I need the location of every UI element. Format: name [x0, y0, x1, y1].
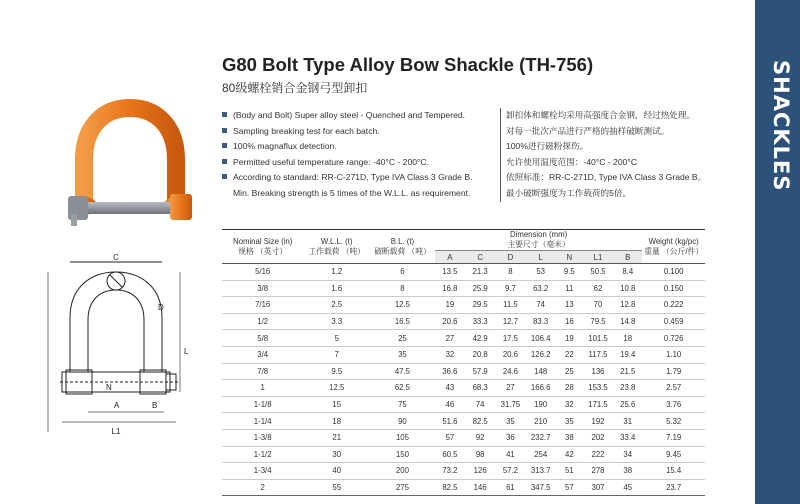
table-row — [222, 330, 705, 347]
table-row — [222, 280, 705, 297]
table-cell: 136 — [583, 363, 613, 380]
table-cell: 82.5 — [465, 413, 495, 430]
table-cell: 3.3 — [303, 313, 370, 330]
product-title: G80 Bolt Type Alloy Bow Shackle (TH-756) — [222, 54, 594, 75]
table-cell: 28 — [556, 380, 583, 397]
table-cell: 7 — [303, 346, 370, 363]
spec-table-body — [222, 264, 705, 496]
table-cell: 27 — [435, 330, 465, 347]
table-cell: 1-1/4 — [222, 413, 303, 430]
table-cell: 36.6 — [435, 363, 465, 380]
table-cell: 24.6 — [495, 363, 525, 380]
table-cell: 5 — [303, 330, 370, 347]
table-cell: 7/16 — [222, 297, 303, 314]
table-cell: 43 — [435, 380, 465, 397]
table-cell: 106.4 — [526, 330, 556, 347]
table-cell: 38 — [556, 429, 583, 446]
bullet-square-icon — [222, 112, 227, 117]
table-cell: 19 — [435, 297, 465, 314]
table-cell: 21 — [303, 429, 370, 446]
table-cell: 313.7 — [526, 463, 556, 480]
table-cell: 347.5 — [526, 479, 556, 496]
table-cell: 9.5 — [303, 363, 370, 380]
table-cell: 105 — [370, 429, 435, 446]
table-cell: 21.3 — [465, 264, 495, 281]
product-subtitle: 80级螺栓销合金钢弓型卸扣 — [222, 81, 368, 95]
table-cell: 153.5 — [583, 380, 613, 397]
table-cell: 31.75 — [495, 396, 525, 413]
label-d: D — [158, 303, 164, 312]
table-cell: 146 — [465, 479, 495, 496]
col-c: C — [465, 251, 495, 264]
col-n: N — [556, 251, 583, 264]
table-cell: 33.4 — [613, 429, 642, 446]
label-c: C — [113, 253, 119, 262]
table-cell: 101.5 — [583, 330, 613, 347]
table-cell: 15 — [303, 396, 370, 413]
table-cell: 12.7 — [495, 313, 525, 330]
table-cell: 1-1/2 — [222, 446, 303, 463]
label-a: A — [114, 401, 120, 410]
table-cell: 5/16 — [222, 264, 303, 281]
label-n: N — [106, 383, 112, 392]
table-row — [222, 396, 705, 413]
table-cell: 51 — [556, 463, 583, 480]
table-cell: 171.5 — [583, 396, 613, 413]
table-cell: 7/8 — [222, 363, 303, 380]
table-cell: 57 — [556, 479, 583, 496]
table-cell: 63.2 — [526, 280, 556, 297]
table-cell: 62 — [583, 280, 613, 297]
table-cell: 73.2 — [435, 463, 465, 480]
col-b: B — [613, 251, 642, 264]
spec-table — [222, 229, 705, 496]
table-cell: 34 — [613, 446, 642, 463]
table-cell: 57 — [435, 429, 465, 446]
table-cell: 0.726 — [642, 330, 705, 347]
table-row — [222, 363, 705, 380]
feature-cn-item: 依照标准：RR-C-271D, Type IVA Class 3 Grade B。 — [506, 172, 707, 183]
feature-item: Permitted useful temperature range: -40°C - 200°C. — [222, 155, 507, 171]
table-cell: 166.6 — [526, 380, 556, 397]
table-cell: 53 — [526, 264, 556, 281]
table-cell: 0.459 — [642, 313, 705, 330]
feature-item: Sampling breaking test for each batch. — [222, 124, 507, 140]
dimension-drawing — [40, 253, 220, 442]
table-cell: 30 — [303, 446, 370, 463]
table-cell: 35 — [495, 413, 525, 430]
table-cell: 13 — [556, 297, 583, 314]
table-cell: 8 — [495, 264, 525, 281]
table-cell: 232.7 — [526, 429, 556, 446]
feature-cn-item: 对每一批次产品进行严格的抽样破断测试。 — [506, 125, 670, 136]
table-cell: 20.6 — [435, 313, 465, 330]
table-cell: 12.5 — [303, 380, 370, 397]
table-cell: 278 — [583, 463, 613, 480]
table-cell: 148 — [526, 363, 556, 380]
table-cell: 307 — [583, 479, 613, 496]
features-en-list — [222, 108, 507, 202]
table-cell: 41 — [495, 446, 525, 463]
table-row — [222, 264, 705, 281]
table-cell: 36 — [495, 429, 525, 446]
table-cell: 126.2 — [526, 346, 556, 363]
table-cell: 51.6 — [435, 413, 465, 430]
col-wll: W.L.L. (t) 工作载荷 （吨） — [308, 236, 366, 256]
table-cell: 3/4 — [222, 346, 303, 363]
table-cell: 8 — [370, 280, 435, 297]
table-cell: 57.2 — [495, 463, 525, 480]
table-cell: 22 — [556, 346, 583, 363]
table-cell: 200 — [370, 463, 435, 480]
table-cell: 9.5 — [556, 264, 583, 281]
table-cell: 7.19 — [642, 429, 705, 446]
bullet-square-icon — [222, 174, 227, 179]
table-cell: 3.76 — [642, 396, 705, 413]
table-cell: 16 — [556, 313, 583, 330]
table-cell: 60.5 — [435, 446, 465, 463]
table-row — [222, 429, 705, 446]
feature-cn-item: 100%进行磁粉探伤。 — [506, 141, 589, 152]
table-cell: 17.5 — [495, 330, 525, 347]
table-cell: 50.5 — [583, 264, 613, 281]
table-cell: 11 — [556, 280, 583, 297]
table-cell: 202 — [583, 429, 613, 446]
table-row — [222, 380, 705, 397]
table-cell: 98 — [465, 446, 495, 463]
table-cell: 16.5 — [370, 313, 435, 330]
table-cell: 42.9 — [465, 330, 495, 347]
table-cell: 20.8 — [465, 346, 495, 363]
table-cell: 126 — [465, 463, 495, 480]
feature-cn-item: 最小破断强度为工作载荷的5倍。 — [506, 187, 632, 198]
table-cell: 29.5 — [465, 297, 495, 314]
table-cell: 117.5 — [583, 346, 613, 363]
shackle-photo — [62, 98, 208, 244]
table-cell: 3/8 — [222, 280, 303, 297]
table-cell: 25.6 — [613, 396, 642, 413]
table-cell: 11.5 — [495, 297, 525, 314]
table-cell: 33.3 — [465, 313, 495, 330]
table-cell: 5.32 — [642, 413, 705, 430]
table-cell: 18 — [303, 413, 370, 430]
table-row — [222, 479, 705, 496]
table-cell: 25 — [370, 330, 435, 347]
table-cell: 38 — [613, 463, 642, 480]
table-cell: 83.3 — [526, 313, 556, 330]
table-cell: 13.5 — [435, 264, 465, 281]
table-cell: 2.5 — [303, 297, 370, 314]
section-label: SHACKLES — [769, 60, 793, 192]
table-cell: 1-1/8 — [222, 396, 303, 413]
table-cell: 254 — [526, 446, 556, 463]
table-cell: 68.3 — [465, 380, 495, 397]
table-cell: 12.8 — [613, 297, 642, 314]
table-cell: 14.8 — [613, 313, 642, 330]
table-cell: 5/8 — [222, 330, 303, 347]
table-cell: 25 — [556, 363, 583, 380]
feature-item: 100% magnaflux detection. — [222, 139, 507, 155]
table-cell: 2.57 — [642, 380, 705, 397]
feature-item: (Body and Bolt) Super alloy steel - Quenched and Tempered. — [222, 108, 507, 124]
table-cell: 45 — [613, 479, 642, 496]
table-cell: 20.6 — [495, 346, 525, 363]
feature-cn-item: 允许使用温度范围：-40°C - 200°C — [506, 156, 638, 167]
table-cell: 70 — [583, 297, 613, 314]
table-cell: 16.8 — [435, 280, 465, 297]
table-cell: 35 — [370, 346, 435, 363]
table-cell: 1.79 — [642, 363, 705, 380]
bullet-square-icon — [222, 128, 227, 133]
table-cell: 9.7 — [495, 280, 525, 297]
table-row — [222, 297, 705, 314]
table-cell: 0.150 — [642, 280, 705, 297]
table-cell: 275 — [370, 479, 435, 496]
table-cell: 19 — [556, 330, 583, 347]
table-cell: 90 — [370, 413, 435, 430]
table-cell: 82.5 — [435, 479, 465, 496]
label-l1: L1 — [111, 427, 121, 436]
table-cell: 62.5 — [370, 380, 435, 397]
table-cell: 57.9 — [465, 363, 495, 380]
table-cell: 18 — [613, 330, 642, 347]
table-cell: 0.100 — [642, 264, 705, 281]
col-a: A — [435, 251, 465, 264]
table-cell: 150 — [370, 446, 435, 463]
table-cell: 9.45 — [642, 446, 705, 463]
table-cell: 192 — [583, 413, 613, 430]
table-cell: 1.6 — [303, 280, 370, 297]
table-cell: 27 — [495, 380, 525, 397]
feature-item: According to standard: RR-C-271D, Type IVA Class 3 Grade B. — [222, 170, 507, 186]
table-cell: 75 — [370, 396, 435, 413]
col-bl: B.L. (t) 破断载荷 （吨） — [374, 236, 431, 256]
table-row — [222, 463, 705, 480]
bullet-square-icon — [222, 159, 227, 164]
table-cell: 74 — [526, 297, 556, 314]
table-cell: 21.5 — [613, 363, 642, 380]
table-cell: 210 — [526, 413, 556, 430]
bullet-square-icon — [222, 143, 227, 148]
table-cell: 6 — [370, 264, 435, 281]
table-cell: 1-3/4 — [222, 463, 303, 480]
table-cell: 23.7 — [642, 479, 705, 496]
table-cell: 32 — [556, 396, 583, 413]
table-cell: 12.5 — [370, 297, 435, 314]
table-cell: 1-3/8 — [222, 429, 303, 446]
table-cell: 32 — [435, 346, 465, 363]
table-cell: 79.5 — [583, 313, 613, 330]
table-cell: 55 — [303, 479, 370, 496]
col-d: D — [495, 251, 525, 264]
table-cell: 47.5 — [370, 363, 435, 380]
table-cell: 2 — [222, 479, 303, 496]
table-cell: 1.2 — [303, 264, 370, 281]
col-weight: Weight (kg/pc) 重量 （公斤/件） — [644, 236, 704, 256]
table-cell: 92 — [465, 429, 495, 446]
table-cell: 1.10 — [642, 346, 705, 363]
table-cell: 61 — [495, 479, 525, 496]
table-cell: 222 — [583, 446, 613, 463]
col-nominal-size: Nominal Size (in) 规格 （英寸） — [232, 236, 293, 256]
col-l1: L1 — [583, 251, 613, 264]
table-row — [222, 313, 705, 330]
section-side-tab — [755, 0, 800, 504]
feature-item: Min. Breaking strength is 5 times of the W.L.L. as requirement. — [233, 187, 471, 198]
table-cell: 35 — [556, 413, 583, 430]
table-cell: 0.222 — [642, 297, 705, 314]
table-row — [222, 413, 705, 430]
col-l: L — [526, 251, 556, 264]
table-cell: 25.9 — [465, 280, 495, 297]
table-cell: 74 — [465, 396, 495, 413]
table-cell: 42 — [556, 446, 583, 463]
table-cell: 31 — [613, 413, 642, 430]
features-cn-list — [506, 108, 706, 202]
col-dimension: Dimension (mm) 主要尺寸（毫米） — [507, 230, 570, 249]
table-row — [222, 346, 705, 363]
table-cell: 190 — [526, 396, 556, 413]
feature-cn-item: 卸扣体和螺栓均采用高强度合金钢，经过热处理。 — [506, 110, 696, 120]
table-cell: 19.4 — [613, 346, 642, 363]
table-cell: 1/2 — [222, 313, 303, 330]
table-cell: 46 — [435, 396, 465, 413]
label-b: B — [152, 401, 158, 410]
table-row — [222, 446, 705, 463]
table-cell: 23.8 — [613, 380, 642, 397]
table-cell: 8.4 — [613, 264, 642, 281]
label-l: L — [184, 347, 189, 356]
table-cell: 1 — [222, 380, 303, 397]
table-cell: 40 — [303, 463, 370, 480]
table-cell: 10.8 — [613, 280, 642, 297]
table-cell: 15.4 — [642, 463, 705, 480]
